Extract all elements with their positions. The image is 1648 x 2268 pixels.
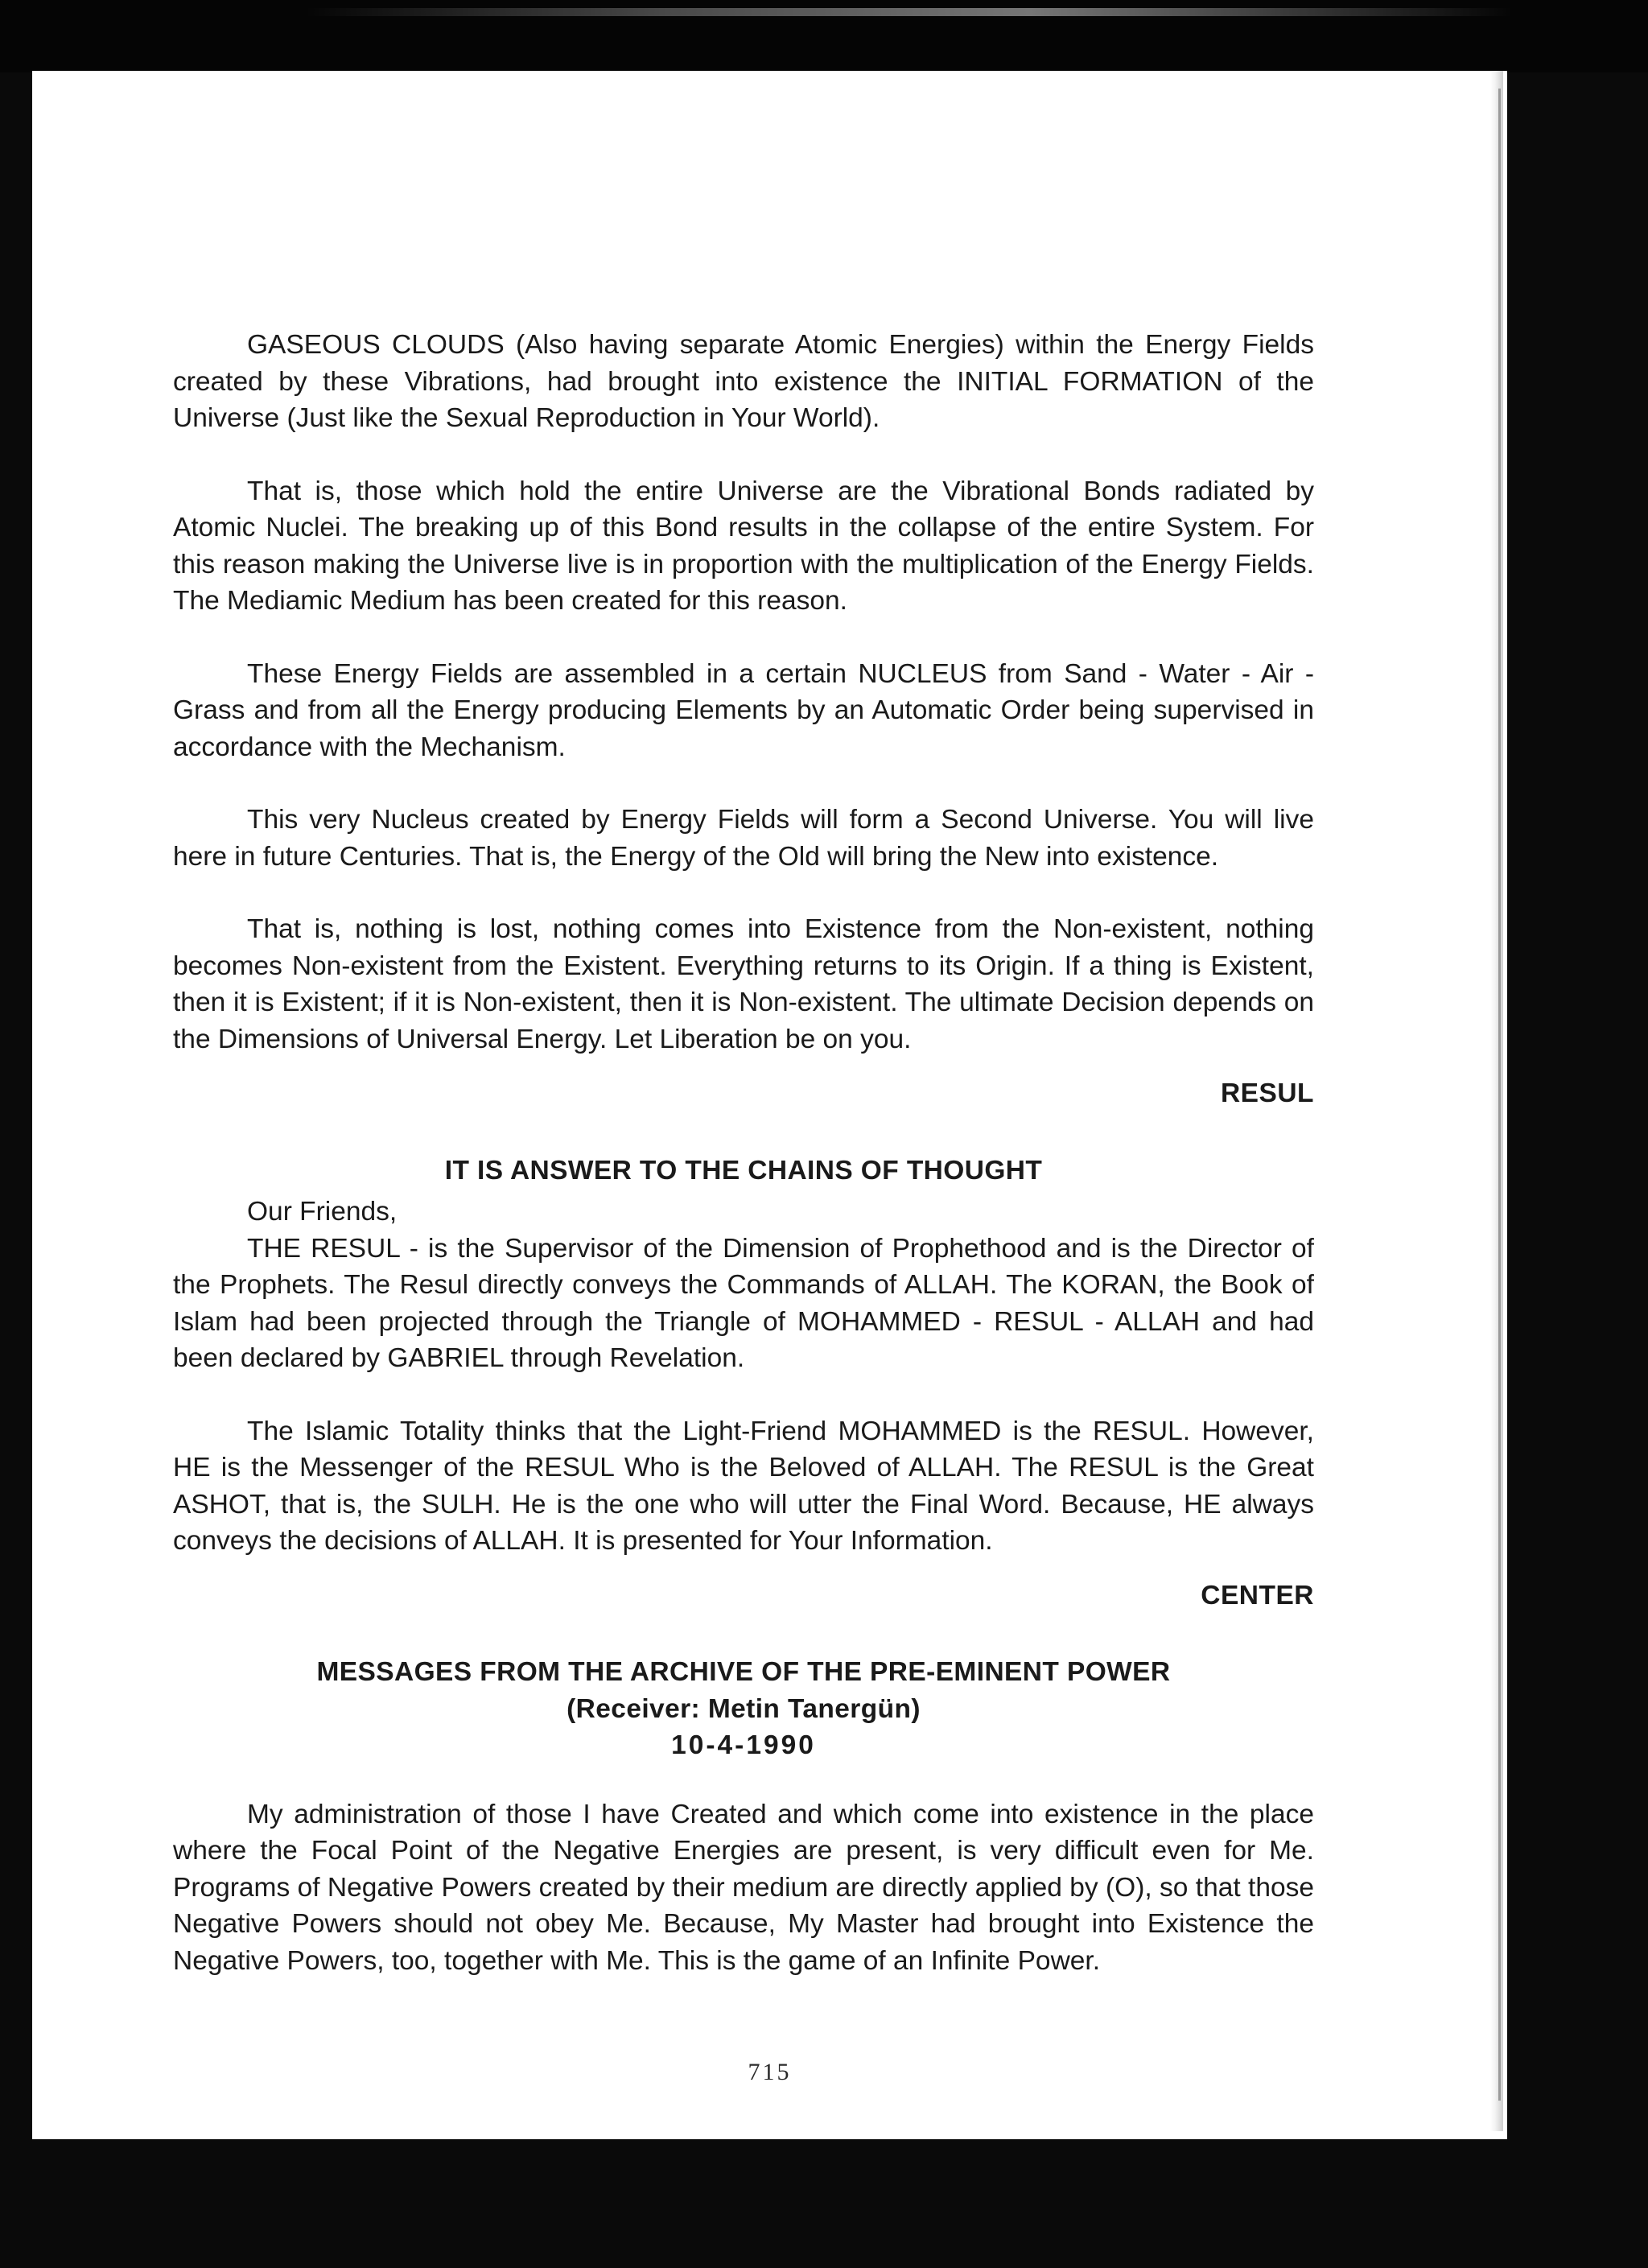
page-content xyxy=(173,327,1314,2015)
archive-heading-date: 10-4-1990 xyxy=(671,1730,816,1760)
scan-border-top xyxy=(0,0,1648,72)
paragraph: That is, nothing is lost, nothing comes into Existence from the Non-existent, nothing becomes Non-existent from the Existent. Everything returns to its Origin. If a thing is Existent, then it is Existent; if it is Non-existent, then it is Non-existent. The ultimate Decision depends on the Dimensions of Universal Energy. Let Liberation be on you. xyxy=(173,914,1314,1054)
page-edge-line xyxy=(1498,89,1501,2101)
section-heading: IT IS ANSWER TO THE CHAINS OF THOUGHT xyxy=(444,1155,1043,1186)
paragraph: That is, those which hold the entire Universe are the Vibrational Bonds radiated by Atomic Nuclei. The breaking up of this Bond results in the collapse of the entire System. For this reason making the Universe live is in proportion with the multiplication of the Energy Fields. The Mediamic Medium has been created for this reason. xyxy=(173,476,1314,616)
archive-heading-receiver: (Receiver: Metin Tanergün) xyxy=(566,1693,921,1724)
scan-border-bottom xyxy=(0,2139,1648,2268)
page-edge-shadow xyxy=(1490,71,1503,2131)
signature-center: CENTER xyxy=(1201,1580,1314,1610)
paragraph: These Energy Fields are assembled in a certain NUCLEUS from Sand - Water - Air - Grass and from all the Energy producing Elements by an Automatic Order being supervised in accordance with the Mechanism. xyxy=(173,658,1314,762)
archive-heading xyxy=(173,1654,1314,1764)
greeting: Our Friends, xyxy=(247,1197,398,1227)
paragraph: My administration of those I have Created and which come into existence in the place where the Focal Point of the Negative Energies are present, is very difficult even for Me. Programs of Negative Powers created by their medium are directly applied by (O), so that those Negative Powers should not obey Me. Because, My Master had brought into Existence the Negative Powers, too, together with Me. This is the game of an Infinite Power. xyxy=(173,1799,1314,1976)
paragraph: GASEOUS CLOUDS (Also having separate Atomic Energies) within the Energy Fields created by these Vibrations, had brought into existence the INITIAL FORMATION of the Universe (Just like the Sexual Reproduction in Your World). xyxy=(173,330,1314,433)
paragraph: This very Nucleus created by Energy Fields will form a Second Universe. You will live here in future Centuries. That is, the Energy of the Old will bring the New into existence. xyxy=(173,805,1314,872)
paragraph: THE RESUL - is the Supervisor of the Dimension of Prophethood and is the Director of the Prophets. The Resul directly conveys the Commands of ALLAH. The KORAN, the Book of Islam had been projected through the Triangle of MOHAMMED - RESUL - ALLAH and had been declared by GABRIEL through Revelation. xyxy=(173,1233,1314,1373)
book-page xyxy=(32,71,1507,2139)
archive-heading-title: MESSAGES FROM THE ARCHIVE OF THE PRE-EMINENT POWER xyxy=(316,1657,1171,1687)
scan-border-left xyxy=(0,0,32,2268)
page-number: 715 xyxy=(748,2059,792,2085)
signature-resul: RESUL xyxy=(1220,1078,1314,1108)
scan-border-right xyxy=(1503,0,1648,2268)
paragraph: The Islamic Totality thinks that the Light-Friend MOHAMMED is the RESUL. However, HE is the Messenger of the RESUL Who is the Beloved of ALLAH. The RESUL is the Great ASHOT, that is, the SULH. He is the one who will utter the Final Word. Because, HE always conveys the decisions of ALLAH. It is presented for Your Information. xyxy=(173,1416,1314,1556)
scan-streak xyxy=(306,8,1513,16)
